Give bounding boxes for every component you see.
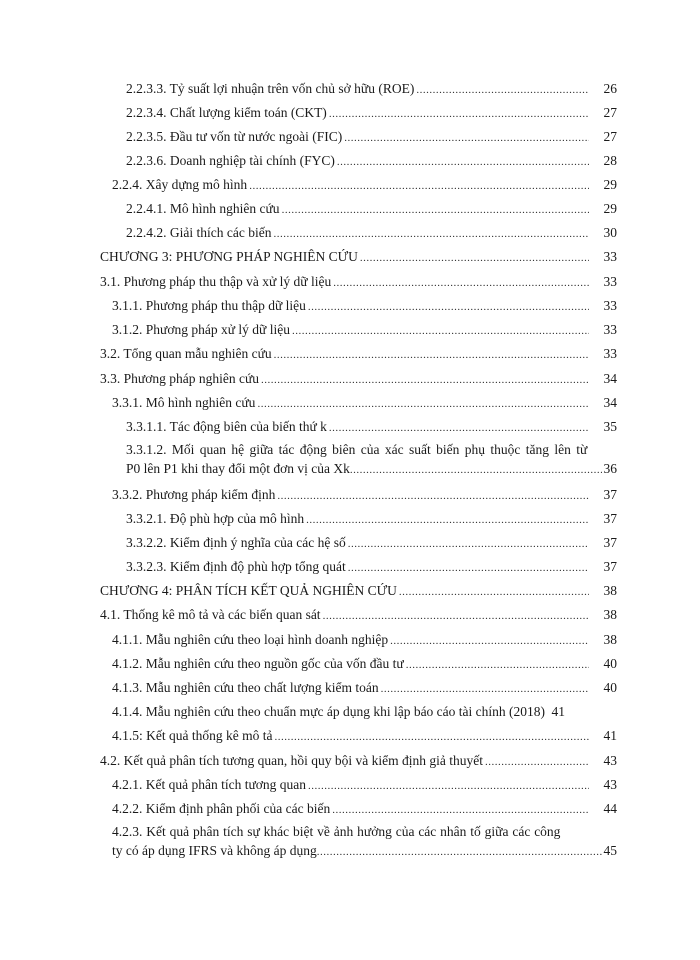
toc-entry-title: 3.1.2. Phương pháp xử lý dữ liệu [112, 322, 290, 337]
toc-entry[interactable] [112, 176, 617, 195]
toc-leader-dots [273, 225, 589, 243]
toc-entry-page: 40 [603, 680, 617, 695]
toc-entry[interactable] [126, 534, 617, 553]
toc-entry[interactable] [100, 345, 617, 364]
toc-leader-dots [282, 201, 589, 219]
toc-entry-page: 29 [603, 201, 617, 216]
toc-entry[interactable] [100, 582, 617, 601]
toc-leader-dots [348, 559, 589, 577]
toc-entry-page: 33 [603, 346, 617, 361]
toc-entry[interactable] [112, 703, 617, 721]
toc-entry-page: 38 [603, 607, 617, 622]
toc-entry-title: 2.2.3.6. Doanh nghiệp tài chính (FYC) [126, 153, 335, 168]
toc-entry[interactable] [112, 297, 617, 316]
toc-entry-title: 3.3.2. Phương pháp kiểm định [112, 487, 276, 502]
toc-entry[interactable] [126, 152, 617, 171]
toc-entry-title: 3.3.1. Mô hình nghiên cứu [112, 395, 256, 410]
toc-entry[interactable] [112, 800, 617, 819]
toc-entry-page: 44 [603, 801, 617, 816]
toc-entry-title: 4.2.2. Kiểm định phân phối của các biến [112, 801, 331, 816]
toc-entry[interactable] [126, 104, 617, 123]
toc-leader-dots [317, 843, 602, 862]
toc-entry-title: 2.2.3.5. Đầu tư vốn từ nước ngoài (FIC) [126, 129, 343, 144]
toc-entry-page: 36 [603, 461, 617, 476]
toc-leader-dots [329, 419, 589, 437]
toc-leader-dots [333, 274, 589, 292]
toc-entry-multiline[interactable] [112, 822, 617, 862]
toc-entry-title: 2.2.4.1. Mô hình nghiên cứu [126, 201, 280, 216]
toc-entry-page: 43 [603, 753, 617, 768]
toc-entry-page: 29 [603, 177, 617, 192]
toc-leader-dots [360, 249, 589, 267]
toc-entry-title: 3.1. Phương pháp thu thập và xử lý dữ liệu [100, 274, 332, 289]
toc-leader-dots [399, 583, 589, 601]
toc-entry[interactable] [126, 418, 617, 437]
toc-entry[interactable] [126, 200, 617, 219]
toc-entry-title: 3.3. Phương pháp nghiên cứu [100, 371, 260, 386]
toc-entry-title-line1: 4.2.3. Kết quả phân tích sự khác biệt về ảnh hưởng của các nhân tố giữa các công [112, 824, 561, 839]
toc-leader-dots [308, 298, 589, 316]
toc-entry-title: 3.3.2.2. Kiểm định ý nghĩa của các hệ số [126, 535, 346, 550]
toc-leader-dots [274, 346, 589, 364]
toc-entry-title: 3.3.2.1. Độ phù hợp của mô hình [126, 511, 305, 526]
toc-entry-page: 38 [603, 632, 617, 647]
toc-entry-page: 33 [603, 274, 617, 289]
toc-entry-title-line1: 3.3.1.2. Mối quan hệ giữa tác động biên của xác suất biến phụ thuộc tăng lên từ [126, 442, 588, 457]
toc-leader-dots [329, 105, 589, 123]
toc-entry-title: 4.1.3. Mẫu nghiên cứu theo chất lượng kiểm toán [112, 680, 379, 695]
toc-entry-page: 30 [603, 225, 617, 240]
toc-leader-dots [257, 395, 589, 413]
toc-leader-dots [381, 680, 589, 698]
toc-entry-title: 4.2.1. Kết quả phân tích tương quan [112, 777, 307, 792]
toc-entry-title: 4.1.2. Mẫu nghiên cứu theo nguồn gốc của vốn đầu tư [112, 656, 404, 671]
toc-entry[interactable] [126, 510, 617, 529]
toc-entry-title: 3.3.1.1. Tác động biên của biến thứ k [126, 419, 327, 434]
toc-leader-dots [390, 632, 589, 650]
toc-leader-dots [406, 656, 589, 674]
toc-leader-dots [337, 153, 589, 171]
toc-leader-dots [261, 371, 589, 389]
toc-entry[interactable] [112, 394, 617, 413]
toc-entry[interactable] [100, 273, 617, 292]
toc-entry-page: 38 [603, 583, 617, 598]
toc-entry-title: CHƯƠNG 3: PHƯƠNG PHÁP NGHIÊN CỨU [100, 249, 358, 264]
toc-entry[interactable] [126, 128, 617, 147]
toc-leader-dots [274, 728, 589, 746]
toc-entry-title: 2.2.3.4. Chất lượng kiểm toán (CKT) [126, 105, 327, 120]
toc-entry-page: 27 [603, 105, 617, 120]
toc-entry-title: CHƯƠNG 4: PHÂN TÍCH KẾT QUẢ NGHIÊN CỨU [100, 583, 397, 598]
toc-entry-title: 4.2. Kết quả phân tích tương quan, hồi quy bội và kiểm định giả thuyết [100, 753, 484, 768]
toc-entry-title: 3.2. Tổng quan mẫu nghiên cứu [100, 346, 272, 361]
toc-entry-page: 45 [603, 843, 617, 858]
toc-leader-dots [350, 461, 602, 480]
toc-entry-title: 4.1.4. Mẫu nghiên cứu theo chuẩn mực áp dụng khi lập báo cáo tài chính (2018) [112, 704, 546, 719]
toc-entry[interactable] [112, 679, 617, 698]
toc-entry[interactable] [112, 631, 617, 650]
toc-entry-page: 41 [603, 728, 617, 743]
toc-entry-title: 4.1.1. Mẫu nghiên cứu theo loại hình doanh nghiệp [112, 632, 389, 647]
toc-leader-dots [249, 177, 589, 195]
toc-entry-page: 41 [551, 704, 566, 719]
toc-entry[interactable] [112, 321, 617, 340]
toc-entry-page: 34 [603, 371, 617, 386]
toc-entry[interactable] [112, 776, 617, 795]
toc-entry-title: 4.1.5: Kết quả thống kê mô tả [112, 728, 273, 743]
toc-leader-dots [332, 801, 589, 819]
toc-entry[interactable] [100, 606, 617, 625]
toc-entry-page: 43 [603, 777, 617, 792]
toc-leader-dots [485, 753, 589, 771]
toc-entry-page: 37 [603, 559, 617, 574]
toc-entry[interactable] [126, 558, 617, 577]
toc-leader-dots [277, 487, 589, 505]
toc-entry[interactable] [112, 727, 617, 746]
toc-entry-page: 35 [603, 419, 617, 434]
toc-leader-dots [416, 81, 589, 99]
toc-leader-dots [344, 129, 589, 147]
toc-entry-page: 37 [603, 511, 617, 526]
toc-entry[interactable] [126, 80, 617, 99]
toc-entry-title: 4.1. Thống kê mô tả và các biến quan sát [100, 607, 321, 622]
toc-entry-title: 3.1.1. Phương pháp thu thập dữ liệu [112, 298, 306, 313]
toc-entry-title: 3.3.2.3. Kiểm định độ phù hợp tổng quát [126, 559, 346, 574]
toc-entry-page: 37 [603, 487, 617, 502]
toc-leader-dots [323, 607, 589, 625]
toc-entry-page: 33 [603, 249, 617, 264]
toc-entry-title: 2.2.3.3. Tỷ suất lợi nhuận trên vốn chủ sở hữu (ROE) [126, 81, 415, 96]
toc-entry[interactable] [100, 752, 617, 771]
toc-entry-page: 33 [603, 322, 617, 337]
toc-entry[interactable] [100, 370, 617, 389]
toc-leader-dots [306, 511, 589, 529]
toc-leader-dots [348, 535, 589, 553]
toc-entry[interactable] [112, 486, 617, 505]
toc-entry-page: 34 [603, 395, 617, 410]
toc-entry-page: 28 [603, 153, 617, 168]
toc-entry-title-line2: P0 lên P1 khi thay đổi một đơn vị của Xk [126, 461, 350, 476]
toc-leader-dots [292, 322, 589, 340]
toc-entry[interactable] [126, 224, 617, 243]
toc-entry-page: 33 [603, 298, 617, 313]
toc-entry-page: 40 [603, 656, 617, 671]
toc-entry[interactable] [100, 248, 617, 267]
toc-entry-page: 27 [603, 129, 617, 144]
toc-entry-title: 2.2.4. Xây dựng mô hình [112, 177, 248, 192]
toc-entry-page: 26 [603, 81, 617, 96]
toc-entry-multiline[interactable] [126, 440, 617, 480]
toc-leader-dots [308, 777, 589, 795]
toc-entry[interactable] [112, 655, 617, 674]
toc-entry-page: 37 [603, 535, 617, 550]
toc-entry-title: 2.2.4.2. Giải thích các biến [126, 225, 272, 240]
toc-entry-title-line2: ty có áp dụng IFRS và không áp dụng [112, 843, 317, 858]
